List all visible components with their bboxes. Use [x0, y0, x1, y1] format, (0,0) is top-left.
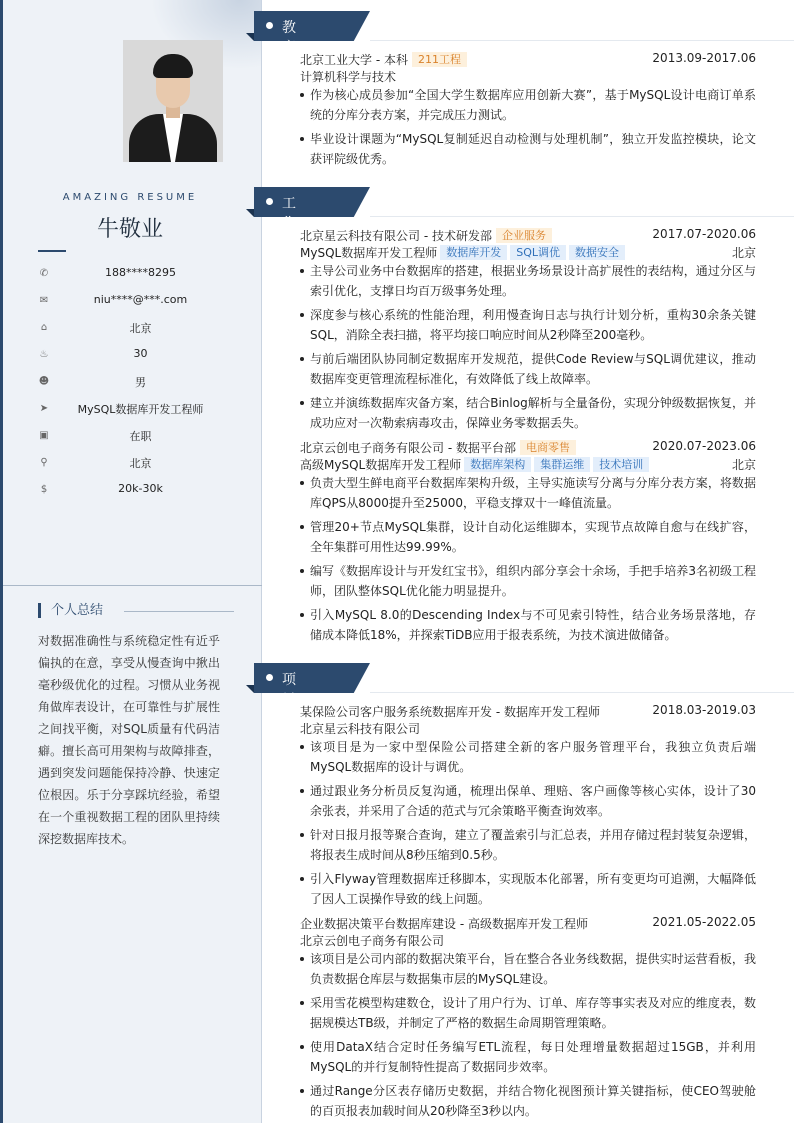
entry-header-left [300, 439, 576, 456]
skill-tag: 集群运维 [534, 457, 590, 472]
info-row [38, 370, 243, 397]
entry-date: 2018.03-2019.03 [652, 703, 756, 717]
entry-subheader [300, 931, 756, 949]
entry-subheader [300, 719, 756, 737]
bullet-item: 针对日报月报等聚合查询，建立了覆盖索引与汇总表，并用存储过程封装复杂逻辑，将报表生成时间从8秒压缩到0.5秒。 [300, 825, 756, 865]
summary-text: 对数据准确性与系统稳定性有近乎偏执的在意，享受从慢查询中揪出毫秒级优化的过程。习惯从业务视角做库表设计，在可靠性与扩展性之间找平衡，对SQL质量有代码洁癖。擅长高可用架构与故障排查，遇到突发问题能保持冷静、快速定位根因。乐于分享踩坑经验，希望在一个重视数据工程的团队里持续深挖数据库技术。 [38, 634, 220, 846]
major: 计算机科学与技术 [300, 70, 397, 84]
main-content [262, 0, 794, 1123]
briefcase-icon: ▣ [39, 430, 49, 441]
company-name: 北京星云科技有限公司 - 技术研发部 [300, 229, 492, 243]
sidebar [0, 0, 262, 1123]
user-icon: ☻ [38, 376, 50, 387]
bullet-item: 建立并演练数据库灾备方案，结合Binlog解析与全量备份，实现分钟级数据恢复，并成功应对一次勒索病毒攻击，保障业务零数据丢失。 [300, 393, 756, 433]
skill-tag: 数据库开发 [440, 245, 507, 260]
project-entry [300, 913, 756, 1123]
role-line [300, 456, 649, 473]
job-title: 高级MySQL数据库开发工程师 [300, 458, 462, 472]
bullet-item: 编写《数据库设计与开发红宝书》，组织内部分享会十余场，手把手培养3名初级工程师，团队整体SQL优化能力明显提升。 [300, 561, 756, 601]
industry-tag: 企业服务 [496, 228, 552, 243]
info-row [38, 478, 243, 505]
project-bullets [300, 737, 756, 909]
name-underline [38, 250, 66, 252]
bullet-item: 使用DataX结合定时任务编写ETL流程，每日处理增量数据超过15GB，并利用MySQL的并行复制特性提高了数据同步效率。 [300, 1037, 756, 1077]
bullet-item: 该项目是为一家中型保险公司搭建全新的客户服务管理平台，我独立负责后端MySQL数据库的设计与调优。 [300, 737, 756, 777]
info-row [38, 289, 243, 316]
job-city: 北京 [731, 458, 756, 472]
summary-title: 个人总结 [38, 603, 103, 618]
info-value: 20k-30k [118, 482, 163, 495]
candidate-name: 牛敬业 [96, 217, 163, 242]
sidebar-edge [0, 0, 3, 1123]
school-tag: 211工程 [412, 52, 467, 67]
entry-header [300, 913, 756, 931]
bullet-item: 引入Flyway管理数据库迁移脚本，实现版本化部署，所有变更均可追溯，大幅降低了因人工误操作导致的线上问题。 [300, 869, 756, 909]
entry-date: 2020.07-2023.06 [652, 439, 756, 453]
info-value: 男 [135, 376, 146, 389]
entry-header [300, 437, 756, 455]
entry-header-left [300, 227, 552, 244]
bullet-item: 管理20+节点MySQL集群，设计自动化运维脚本，实现节点故障自愈与在线扩容，全年集群可用性达99.99%。 [300, 517, 756, 557]
section-title: 工作经历 [282, 196, 297, 272]
entry-subheader [300, 455, 756, 473]
school-name: 北京工业大学 - 本科 [300, 53, 408, 67]
info-row [38, 424, 243, 451]
bullet-item: 负责大型生鲜电商平台数据库架构升级，主导实施读写分离与分库分表方案，将数据库QPS从8000提升至25000，平稳支撑双十一峰值流量。 [300, 473, 756, 513]
project-bullets [300, 949, 756, 1121]
location-icon: ⚲ [40, 457, 48, 468]
project-title: 企业数据决策平台数据库建设 - 高级数据库开发工程师 [300, 917, 588, 931]
bullet-item: 主导公司业务中台数据库的搭建，根据业务场景设计高扩展性的表结构，通过分区与索引优化，支撑日均百万级事务处理。 [300, 261, 756, 301]
education-bullets [300, 85, 756, 169]
entry-date: 2017.07-2020.06 [652, 227, 756, 241]
skill-tag: SQL调优 [510, 245, 566, 260]
summary-title-rule [124, 611, 234, 612]
info-value: MySQL数据库开发工程师 [77, 403, 204, 416]
entry-subheader [300, 243, 756, 261]
section-title: 教育经历 [282, 20, 297, 96]
role-line [300, 244, 625, 261]
bullet-item: 采用雪花模型构建数仓，设计了用户行为、订单、库存等事实表及对应的维度表，数据规模达TB级，并制定了严格的数据生命周期管理策略。 [300, 993, 756, 1033]
home-icon: ⌂ [40, 322, 48, 333]
entry-header [300, 701, 756, 719]
entry-date: 2021.05-2022.05 [652, 915, 756, 929]
industry-tag: 电商零售 [520, 440, 576, 455]
mail-icon: ✉ [39, 295, 49, 306]
skill-tag: 数据安全 [569, 245, 625, 260]
section-title: 项目经历 [282, 672, 297, 748]
info-row [38, 451, 243, 478]
info-value: 30 [133, 347, 148, 360]
bullet-item: 通过跟业务分析员反复沟通，梳理出保单、理赔、客户画像等核心实体，设计了30余张表，并采用了合适的范式与冗余策略平衡查询效率。 [300, 781, 756, 821]
project-entry [300, 701, 756, 913]
info-row [38, 343, 243, 370]
info-row [38, 316, 243, 343]
project-org: 北京云创电子商务有限公司 [300, 934, 445, 948]
resume-tagline: AMAZING RESUME [62, 192, 198, 203]
job-title: MySQL数据库开发工程师 [300, 246, 438, 260]
info-value: 188****8295 [105, 266, 176, 279]
work-bullets [300, 473, 756, 645]
info-value: 北京 [129, 322, 152, 335]
bullet-item: 深度参与核心系统的性能治理，利用慢查询日志与执行计划分析，重构30余条关键SQL，消除全表扫描，将平均接口响应时间从2秒降至200毫秒。 [300, 305, 756, 345]
company-name: 北京云创电子商务有限公司 - 数据平台部 [300, 441, 516, 455]
job-city: 北京 [731, 246, 756, 260]
education-date: 2013.09-2017.06 [652, 51, 756, 65]
phone-icon: ✆ [39, 268, 49, 279]
money-icon: $ [40, 484, 48, 495]
avatar [123, 40, 223, 162]
work-bullets [300, 261, 756, 433]
send-icon: ➤ [39, 403, 49, 414]
project-title: 某保险公司客户服务系统数据库开发 - 数据库开发工程师 [300, 705, 600, 719]
bullet-item: 与前后端团队协同制定数据库开发规范，提供Code Review与SQL调优建议，推动数据库变更管理流程标准化，有效降低了线上故障率。 [300, 349, 756, 389]
skill-tag: 技术培训 [593, 457, 649, 472]
contact-info-list [38, 262, 243, 505]
bullet-item: 引入MySQL 8.0的Descending Index与不可见索引特性，结合业务场景落地，存储成本降低18%，并探索TiDB应用于报表系统，为技术演进做储备。 [300, 605, 756, 645]
info-row [38, 397, 243, 424]
cake-icon: ♨ [39, 349, 49, 360]
bullet-item: 毕业设计课题为“MySQL复制延迟自动检测与处理机制”，独立开发监控模块，论文获评院级优秀。 [300, 129, 756, 169]
info-value: 北京 [129, 457, 152, 470]
education-entry [300, 49, 756, 173]
bullet-item: 作为核心成员参加“全国大学生数据库应用创新大赛”，基于MySQL设计电商订单系统的分库分表方案，并完成压力测试。 [300, 85, 756, 125]
info-row [38, 262, 243, 289]
project-org: 北京星云科技有限公司 [300, 722, 421, 736]
work-entry [300, 225, 756, 437]
work-entry [300, 437, 756, 649]
bullet-item: 通过Range分区表存储历史数据，并结合物化视图预计算关键指标，使CEO驾驶舱的百页报表加载时间从20秒降至3秒以内。 [300, 1081, 756, 1121]
info-value: 在职 [129, 430, 152, 443]
bullet-item: 该项目是公司内部的数据决策平台，旨在整合各业务线数据，提供实时运营看板，我负责数据仓库层与数据集市层的MySQL建设。 [300, 949, 756, 989]
entry-header [300, 225, 756, 243]
info-value: niu****@***.com [93, 293, 188, 306]
skill-tag: 数据库架构 [464, 457, 531, 472]
sidebar-divider [3, 585, 262, 586]
